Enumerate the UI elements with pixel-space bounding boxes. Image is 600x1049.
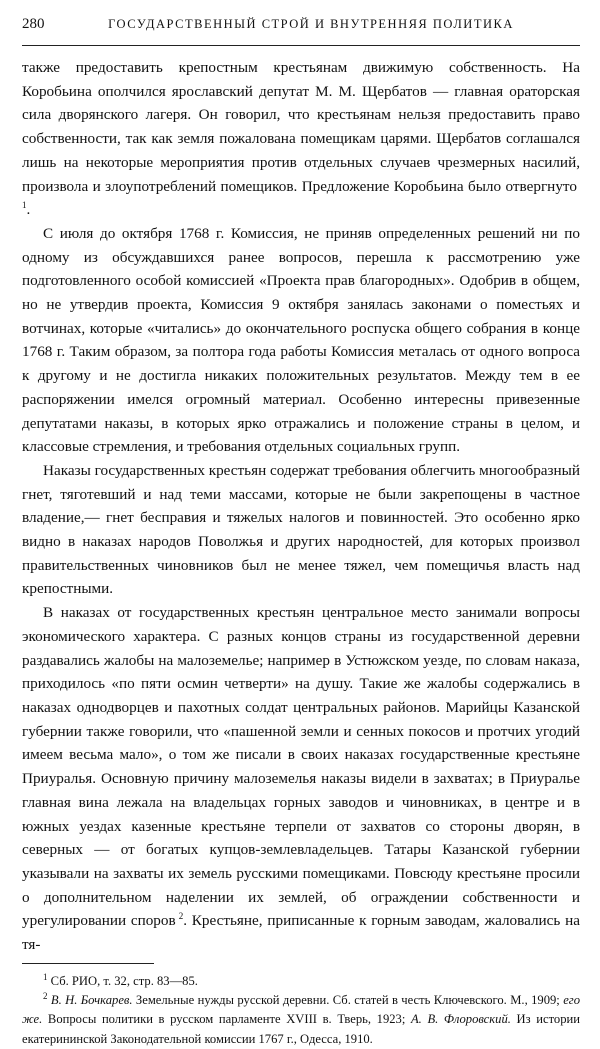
footnote-ref-1: 1 — [22, 200, 27, 211]
footnote-2-text-2: Вопросы политики в русском парламенте XVIII в. Тверь, 1923; — [47, 1012, 406, 1027]
paragraph-1-tail: . — [26, 201, 31, 219]
paragraph-4 — [22, 601, 580, 957]
running-title: ГОСУДАРСТВЕННЫЙ СТРОЙ И ВНУТРЕННЯЯ ПОЛИТИКА — [108, 17, 514, 31]
footnotes — [22, 972, 580, 1049]
footnote-2-text-1: Земельные нужды русской деревни. Сб. статей в честь Ключевского. М., 1909; — [135, 993, 560, 1008]
footnote-ref-2: 2 — [178, 911, 184, 922]
paragraph-1 — [22, 56, 580, 222]
paragraph-4-tail: . Крестьяне, приписанные к горным заводам, жаловались на тя- — [22, 912, 580, 954]
footnote-2-text-3: Из истории екатерининской Законодательной комиссии 1767 г., Одесса, 1910. — [22, 1012, 580, 1046]
footnote-divider — [22, 963, 154, 964]
body-text — [22, 56, 580, 957]
footnote-2-author-2: А. В. Флоровский. — [410, 1012, 511, 1027]
footnote-1 — [22, 972, 580, 991]
footnote-1-text: Сб. РИО, т. 32, стр. 83—85. — [50, 973, 198, 988]
footnote-2-mark: 2 — [43, 990, 48, 1001]
paragraph-4-text: В наказах от государственных крестьян центральное место занимали вопросы экономического характера. С разных концов страны из государственной деревни раздавались жалобы на малоземелье; например в Устюжском уезде, по словам наказа, приходилось «по пяти осмин четверти» на душу. Такие же жалобы содержались в наказах однодворцев и пахотных солдат центральных районов. Марийцы Казанской губернии также говорили, что «пашенной земли и сенных покосов и протчих угодий имеем весьма мало», о том же писали в своих наказах государственные крестьяне Приуралья. Основную причину малоземелья наказы видели в захватах; в Приуралье главная вина лежала на владельцах горных заводов и чиновниках, в центре и в южных уездах казенные крестьяне терпели от захватов со стороны дворян, в северных — от богатых купцов-землевладельцев. Татары Казанской губернии указывали на захваты их земель русскими помещиками. Повсюду крестьяне просили о дополнительном наделении их землей, об ограждении собственности и урегулировании споров — [22, 604, 580, 930]
paragraph-1-text: также предоставить крепостным крестьянам движимую собственность. На Коробьина ополчился ярославский депутат М. М. Щербатов — главная ораторская сила дворянского лагеря. Он говорил, что крестьянам нельзя предоставить право собственности, так как земля пожалована помещикам царями. Щербатов соглашался лишь на некоторые мероприятия против отдельных случаев чрезмерных насилий, произвола и злоупотреблений помещиков. Предложение Коробьина было отвергнуто — [22, 59, 580, 195]
footnote-2-ibid: его же. — [22, 993, 580, 1027]
footnote-2 — [22, 991, 580, 1049]
book-page — [22, 16, 580, 1049]
paragraph-3: Наказы государственных крестьян содержат требования облегчить многообразный гнет, тяготевший и над теми массами, которые не были закрепощены в частное владение,— гнет бесправия и тяжелых налогов и повинностей. Это особенно ярко видно в наказах народов Поволжья и других народностей, для которых произвол правительственных чиновников был не менее тяжел, чем помещичья власть над крепостными. — [22, 461, 580, 598]
page-header — [22, 16, 580, 46]
paragraph-2: С июля до октября 1768 г. Комиссия, не приняв определенных решений ни по одному из обсуждавшихся ранее вопросов, перешла к рассмотрению уже подготовленного особой комиссией «Проекта прав благородных». Одобрив в общем, но не утвердив проекта, Комиссия 9 октября занялась законами о поместьях и вотчинах, которые «читались» до окончательного роспуска общего собрания в конце 1768 г. Таким образом, за полтора года работы Комиссия металась от одного вопроса к другому и не достигла никаких положительных результатов. Между тем в ее распоряжении имелся огромный материал. Особенно интересны привезенные депутатами наказы, в которых ярко отражались и положение страны в целом, и классовые стремления, и требования отдельных социальных групп. — [22, 224, 580, 456]
footnote-2-author-1: В. Н. Бочкарев. — [50, 993, 133, 1008]
footnote-1-mark: 1 — [43, 971, 48, 982]
page-number: 280 — [22, 16, 45, 32]
